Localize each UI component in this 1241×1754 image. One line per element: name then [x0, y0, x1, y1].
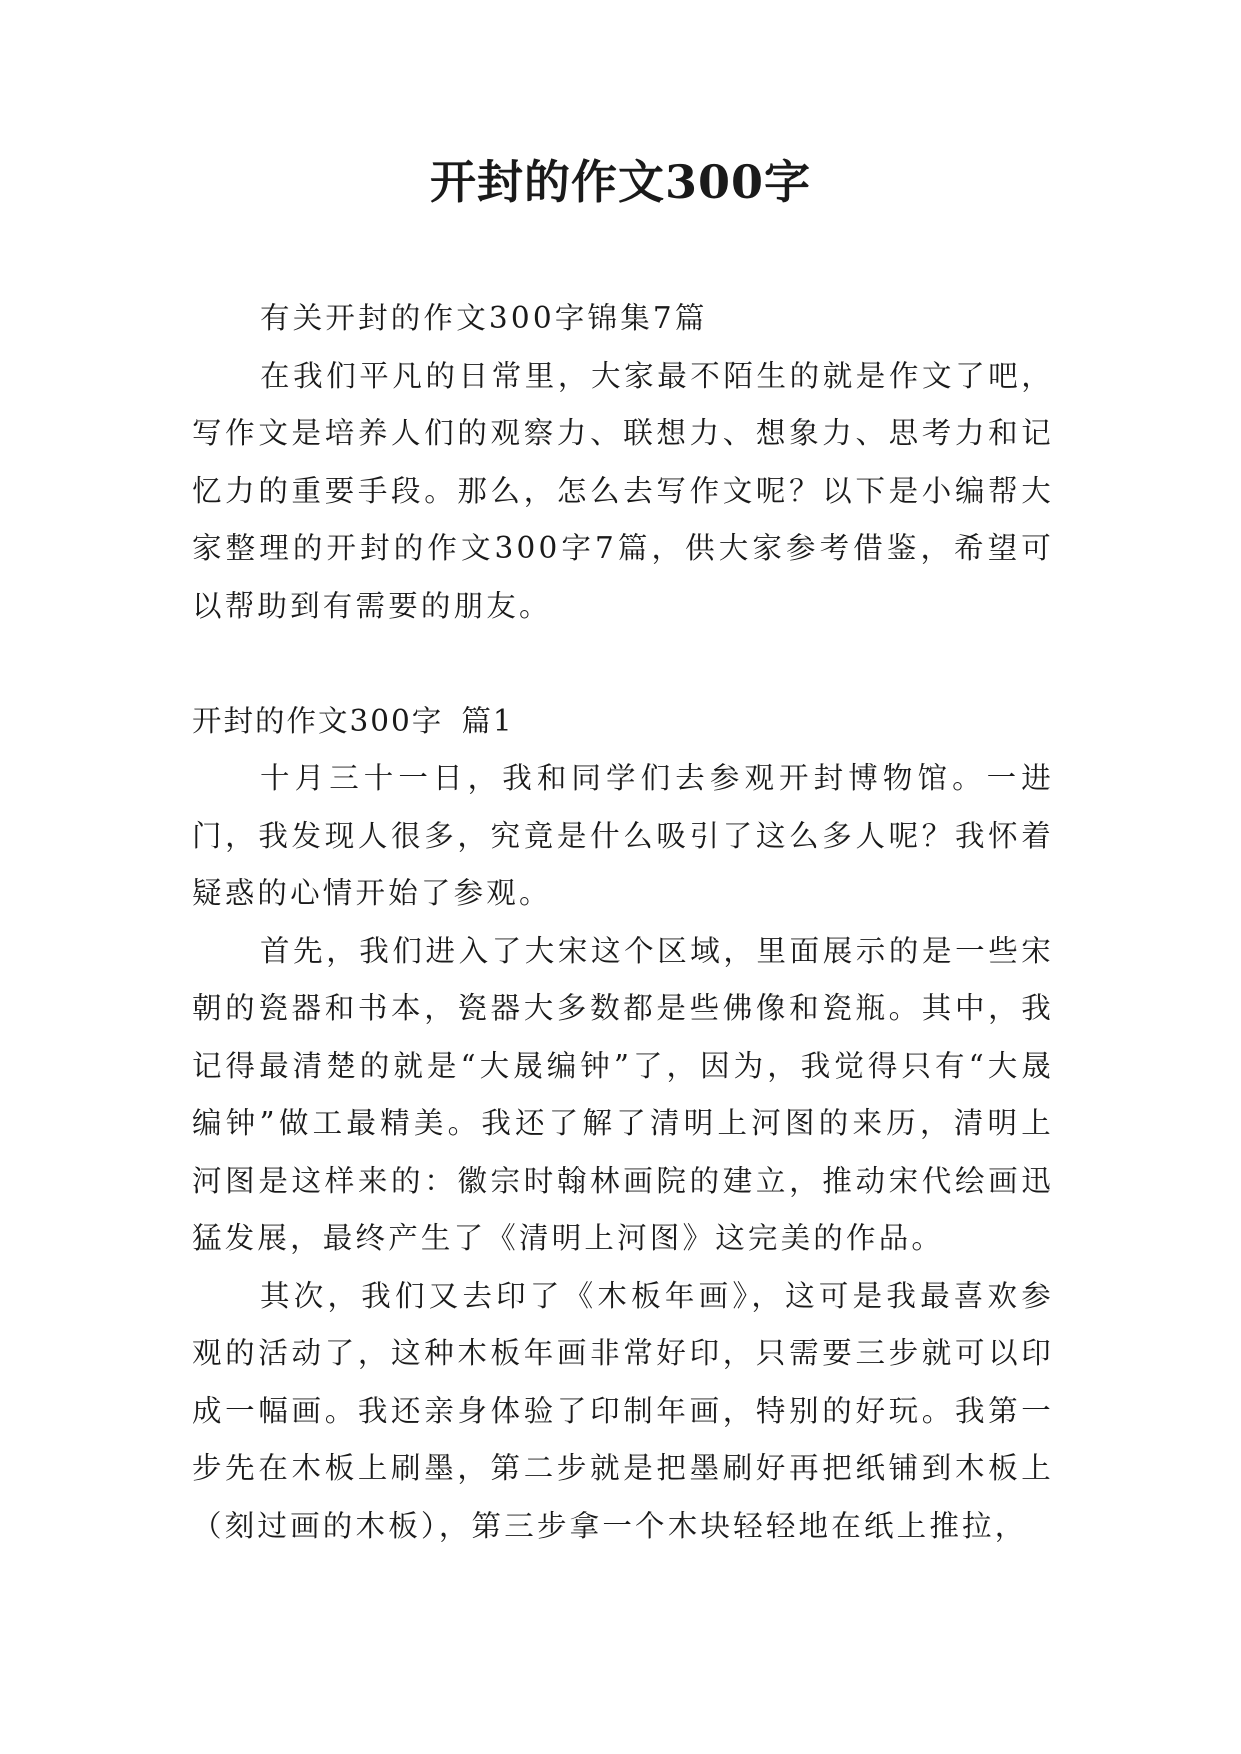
section-heading [192, 693, 1054, 751]
document-body [192, 290, 1054, 1555]
document-title: 开封的作文300字 [429, 155, 812, 209]
section-heading-number: 篇1 [461, 703, 514, 738]
section-heading-label: 开封的作文300字 [192, 703, 444, 738]
body-paragraph: 首先，我们进入了大宋这个区域，里面展示的是一些宋朝的瓷器和书本，瓷器大多数都是些佛像和瓷瓶。其中，我记得最清楚的就是“大晟编钟”了，因为，我觉得只有“大晟编钟”做工最精美。我还了解了清明上河图的来历，清明上河图是这样来的：徽宗时翰林画院的建立，推动宋代绘画迅猛发展，最终产生了《清明上河图》这完美的作品。 [192, 933, 1054, 1255]
body-paragraph: 十月三十一日，我和同学们去参观开封博物馆。一进门，我发现人很多，究竟是什么吸引了这么多人呢？我怀着疑惑的心情开始了参观。 [192, 761, 1054, 910]
body-paragraph: 其次，我们又去印了《木板年画》，这可是我最喜欢参观的活动了，这种木板年画非常好印，只需要三步就可以印成一幅画。我还亲身体验了印制年画，特别的好玩。我第一步先在木板上刷墨，第二步就是把墨刷好再把纸铺到木板上（刻过画的木板），第三步拿一个木块轻轻地在纸上推拉， [192, 1278, 1054, 1543]
intro-paragraph: 在我们平凡的日常里，大家最不陌生的就是作文了吧，写作文是培养人们的观察力、联想力、想象力、思考力和记忆力的重要手段。那么，怎么去写作文呢？以下是小编帮大家整理的开封的作文300字7篇，供大家参考借鉴，希望可以帮助到有需要的朋友。 [192, 358, 1054, 623]
intro-line: 有关开封的作文300字锦集7篇 [260, 301, 708, 335]
paragraph-gap [192, 635, 1054, 693]
